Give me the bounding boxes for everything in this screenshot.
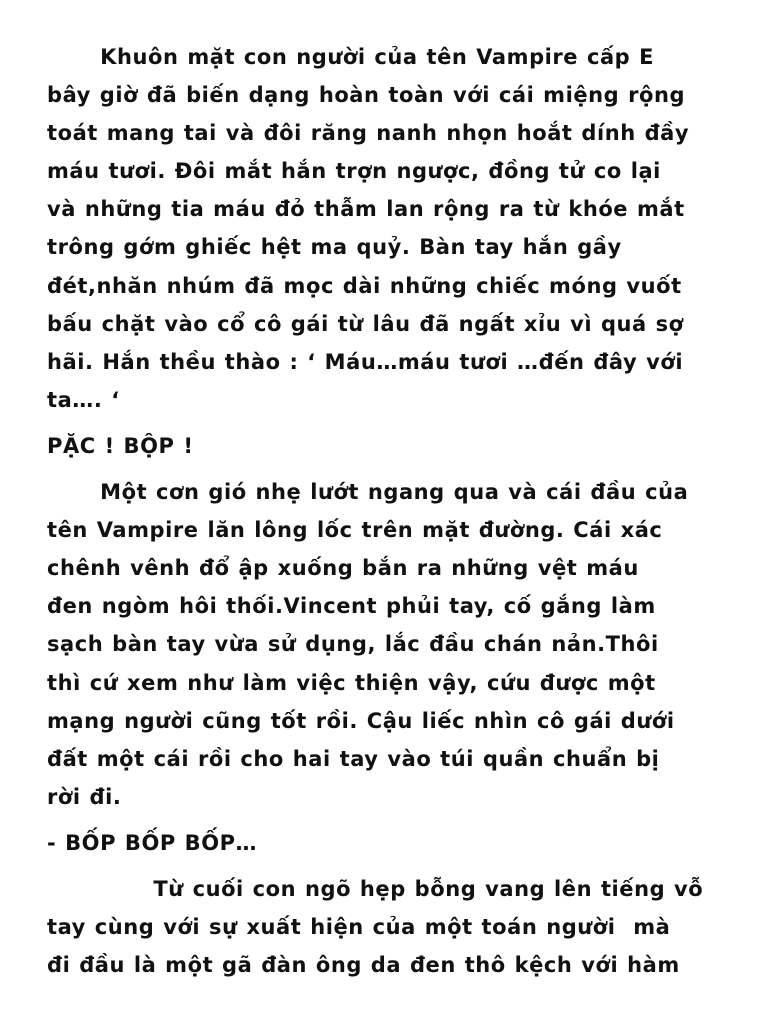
paragraph-group-arrival	[47, 870, 723, 984]
text-line: đen ngòm hôi thối.Vincent phủi tay, cố gắng làm	[47, 594, 656, 619]
paragraph-clapping-sound	[47, 824, 723, 862]
text-line: PẶC ! BỘP !	[47, 433, 194, 458]
text-line: Từ cuối con ngõ hẹp bỗng vang lên tiếng vỗ	[47, 876, 704, 901]
text-line: bây giờ đã biến dạng hoàn toàn với cái miệng rộng	[47, 83, 686, 108]
paragraph-sound-effect	[47, 427, 723, 465]
text-line: rời đi.	[47, 784, 122, 809]
document-page	[47, 38, 723, 984]
text-line: Khuôn mặt con người của tên Vampire cấp E	[47, 45, 655, 69]
text-line: trông gớm ghiếc hệt ma quỷ. Bàn tay hắn gầy	[47, 235, 622, 260]
text-line: Một cơn gió nhẹ lướt ngang qua và cái đầu của	[47, 480, 689, 505]
text-line: đất một cái rồi cho hai tay vào túi quần chuẩn bị	[47, 746, 660, 771]
text-line: đi đầu là một gã đàn ông da đen thô kệch với hàm	[47, 953, 680, 978]
text-line: toát mang tai và đôi răng nanh nhọn hoắt dính đầy	[47, 121, 690, 146]
paragraph-vincent-action	[47, 473, 723, 816]
text-line: - BỐP BỐP BỐP…	[47, 830, 258, 855]
text-line: ta…. ‘	[47, 387, 120, 412]
text-line: hãi. Hắn thều thào : ‘ Máu…máu tươi …đến đây với	[47, 349, 684, 374]
text-line: mạng người cũng tốt rồi. Cậu liếc nhìn cô gái dưới	[47, 708, 675, 733]
text-line: tên Vampire lăn lông lốc trên mặt đường. Cái xác	[47, 518, 663, 543]
text-line: chênh vênh đổ ập xuống bắn ra những vệt máu	[47, 556, 639, 581]
paragraph-gap	[47, 419, 723, 427]
paragraph-vampire-description	[47, 38, 723, 419]
text-line: và những tia máu đỏ thẫm lan rộng ra từ khóe mắt	[47, 197, 685, 222]
text-line: máu tươi. Đôi mắt hắn trợn ngược, đồng tử co lại	[47, 159, 661, 184]
text-line: sạch bàn tay vừa sử dụng, lắc đầu chán nản.Thôi	[47, 632, 659, 657]
text-line: tay cùng với sự xuất hiện của một toán người mà	[47, 915, 671, 940]
paragraph-gap	[47, 862, 723, 870]
text-line: đét,nhăn nhúm đã mọc dài những chiếc móng vuốt	[47, 273, 682, 298]
text-line: bấu chặt vào cổ cô gái từ lâu đã ngất xỉu vì quá sợ	[47, 311, 684, 336]
text-line: thì cứ xem như làm việc thiện vậy, cứu được một	[47, 670, 656, 695]
paragraph-gap	[47, 465, 723, 473]
paragraph-gap	[47, 816, 723, 824]
